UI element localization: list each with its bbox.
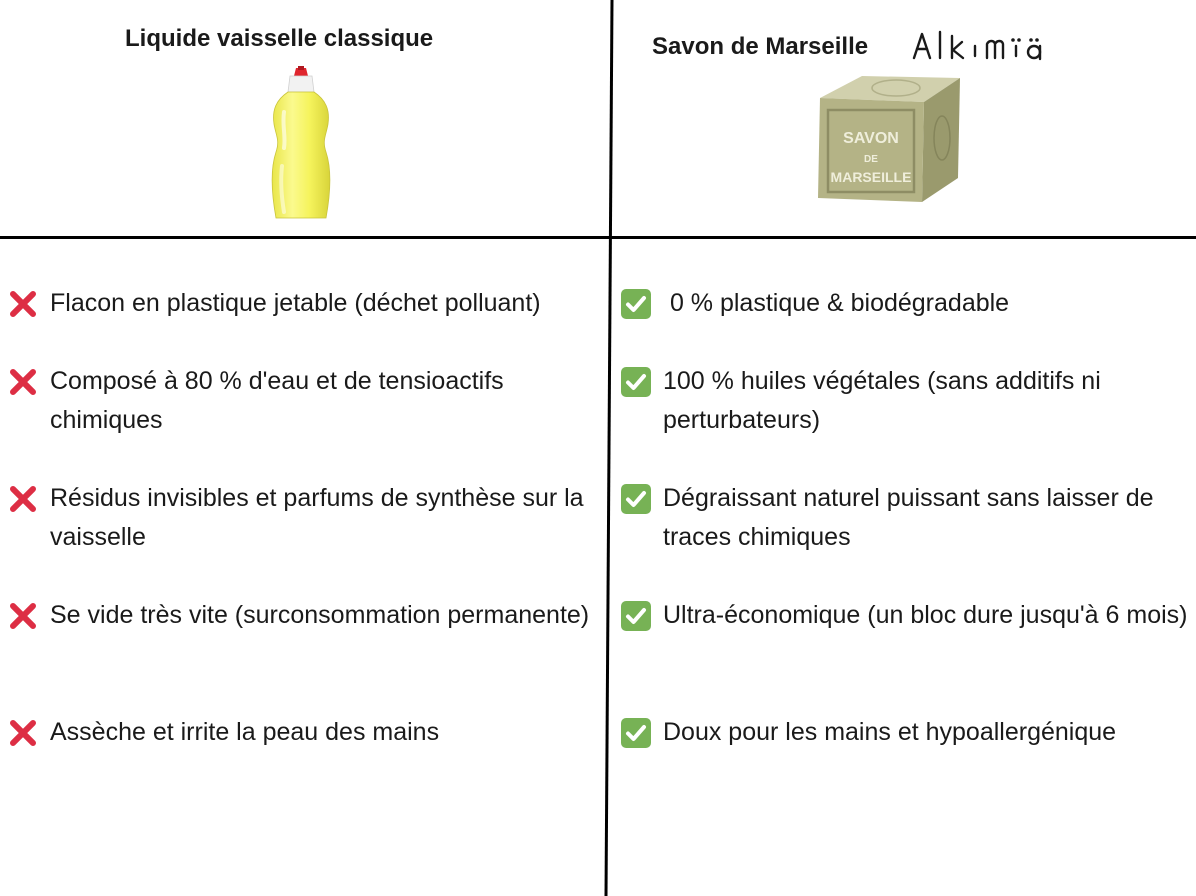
cross-mark-icon <box>8 484 38 514</box>
left-item-text: Assèche et irrite la peau des mains <box>50 718 440 746</box>
dish-soap-bottle-icon <box>262 66 340 222</box>
left-item-text: Composé à 80 % d'eau et de tensioactifs chimiques <box>50 367 504 434</box>
soap-stamp-line-3: MARSEILLE <box>830 169 912 185</box>
marseille-soap-cube-icon <box>812 66 962 206</box>
left-list-item <box>8 596 604 635</box>
right-item-text: Doux pour les mains et hypoallergénique <box>663 718 1117 746</box>
left-column-title: Liquide vaisselle classique <box>125 25 434 52</box>
left-list-item <box>8 479 604 557</box>
left-list-item <box>8 284 604 323</box>
right-item-text: Dégraissant naturel puissant sans laisser de traces chimiques <box>663 484 1154 551</box>
left-list-item <box>8 362 604 440</box>
check-mark-icon <box>621 289 651 319</box>
right-column-title: Savon de Marseille <box>652 33 869 60</box>
cross-mark-icon <box>8 718 38 748</box>
left-item-text: Flacon en plastique jetable (déchet polluant) <box>50 289 541 317</box>
cross-mark-icon <box>8 289 38 319</box>
right-list-item <box>621 284 1189 323</box>
right-list-item <box>621 713 1189 752</box>
soap-stamp-line-2: DE <box>864 154 878 165</box>
left-item-text: Résidus invisibles et parfums de synthèse sur la vaisselle <box>50 484 584 551</box>
left-list-item <box>8 713 604 752</box>
left-item-text: Se vide très vite (surconsommation permanente) <box>50 601 590 629</box>
right-item-text: 100 % huiles végétales (sans additifs ni perturbateurs) <box>663 367 1101 434</box>
right-list-item <box>621 479 1189 557</box>
check-mark-icon <box>621 601 651 631</box>
right-list-item <box>621 362 1189 440</box>
check-mark-icon <box>621 484 651 514</box>
soap-stamp-line-1: SAVON <box>843 130 899 147</box>
check-mark-icon <box>621 718 651 748</box>
cross-mark-icon <box>8 367 38 397</box>
right-item-text: 0 % plastique & biodégradable <box>663 289 1010 317</box>
cross-mark-icon <box>8 601 38 631</box>
right-item-text: Ultra-économique (un bloc dure jusqu'à 6 mois) <box>663 601 1188 629</box>
right-list-item <box>621 596 1189 635</box>
header-divider <box>0 236 1196 239</box>
alkimia-brand-logo <box>912 28 1056 66</box>
check-mark-icon <box>621 367 651 397</box>
